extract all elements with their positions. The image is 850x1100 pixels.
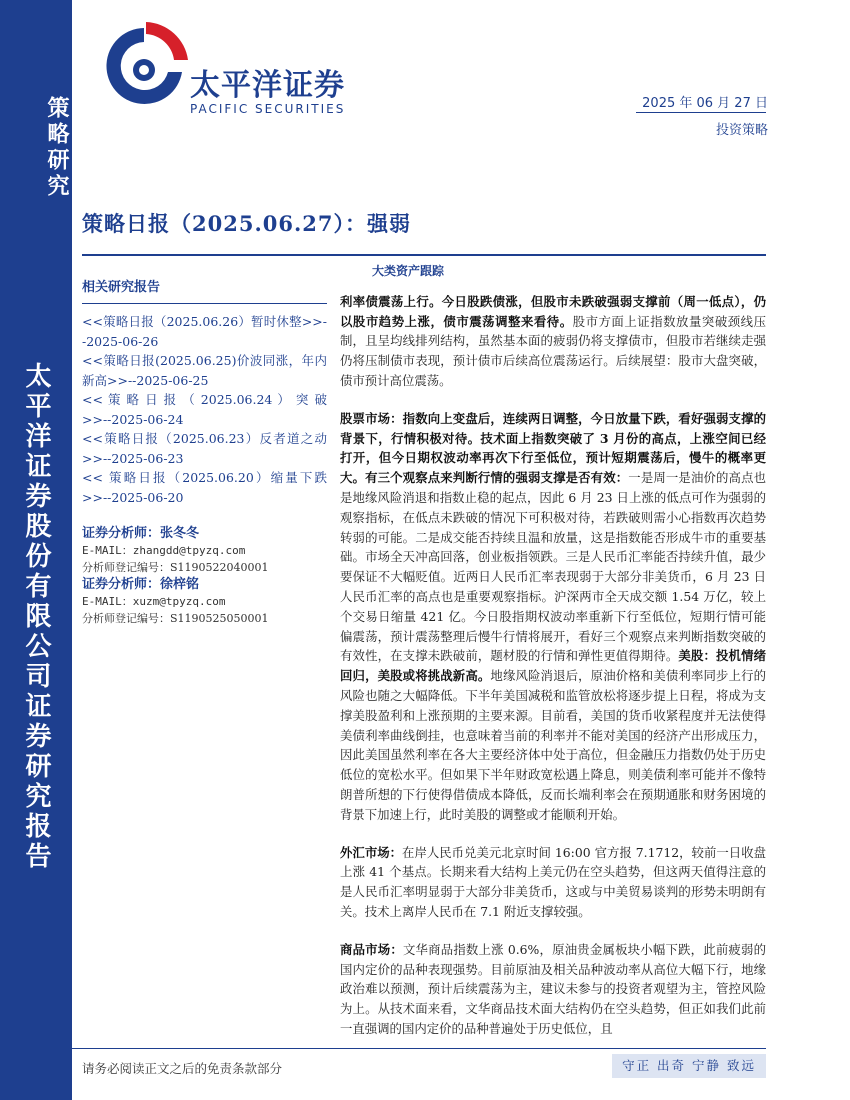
logo <box>100 20 380 120</box>
fx-paragraph <box>340 843 766 922</box>
left-column <box>82 258 327 627</box>
title-divider <box>82 254 766 256</box>
bond-paragraph <box>340 292 766 391</box>
slogan-badge: 守正 出奇 宁静 致远 <box>612 1054 766 1078</box>
brand-name-cn: 太平洋证券 <box>190 68 345 103</box>
analyst-name: 证券分析师：徐梓铭 <box>82 577 200 592</box>
report-date: 2025 年 06 月 27 日 <box>642 96 768 111</box>
related-report-item[interactable]: << 策略日报（2025.06.20）缩量下跌>>--2025-06-20 <box>82 470 327 505</box>
stock-text: 一是周一是油价的高点也是地缘风险消退和指数止稳的起点，因此 6 月 23 日上涨的低点可作为强弱的观察指标，在低点未跌破的情况下可积极对待，若跌破则需小心指数再次趋势转弱的可能。二是成交能否持续且温和放量，这是指数能否形成牛市的重要基础。市场全天冲高回落，创业板指领跌。三是人民币汇率能否持续升值，最少要保证不大幅贬值。近两日人民币汇率表现弱于大部分非美货币，6 月 23 日人民币汇率的高点也是重要观察指标。沪深两市全天成交额 1.54 万亿，较上个交易日缩量 421 亿。今日股指期权波动率重新下行至低位，短期行情可能偏震荡，预计震荡整理后慢牛行情将展开，看好三个观察点来判断指数突破的有效性，在支撑未跌破前，题材股的行情和弹性更值得期待。 <box>340 470 767 664</box>
commodity-lead: 商品市场： <box>340 941 403 957</box>
page-title: 策略日报（2025.06.27）：强弱 <box>82 211 412 236</box>
us-stock-lead: 美股：投机情绪回归，美股或将挑战新高。 <box>340 648 767 684</box>
sidebar <box>0 0 72 1100</box>
brand-name-en: PACIFIC SECURITIES <box>190 102 346 116</box>
us-stock-text: 地缘风险消退后，原油价格和美债利率同步上行的风险也随之大幅降低。下半年美国减税和监管放松将逐步提上日程，将成为支撑美股盈利和上涨预期的主要来源。目前看，美国的货币收紧程度并无法使得美债利率曲线倒挂，也意味着当前的利率并不能对美国的经济产出形成压力，因此美国虽然利率在各大主要经济体中处于高位，但金融压力指数仍处于历史低位的宽松水平。但如果下半年财政宽松遇上降息，则美债利率可能并不像特朗普所想的下行使得借债成本降低，反而长端利率会在预期通胀和财务困境的背景下加速上行，此时美股的调整或才能顺利开始。 <box>340 668 767 822</box>
footer-divider <box>72 1048 766 1049</box>
main-content <box>340 258 766 1057</box>
analyst-email[interactable]: E-MAIL：zhangdd@tpyzq.com <box>82 544 246 557</box>
fx-lead: 外汇市场： <box>340 844 403 860</box>
sidebar-company: 太平洋证券股份有限公司证券研究报告 <box>21 362 51 872</box>
pacific-logo-icon <box>100 20 188 116</box>
bond-lead: 利率债震荡上行。今日股跌债涨，但股市未跌破强弱支撑前（周一低点），仍以股市趋势上涨，债市震荡调整来看待。 <box>340 293 766 329</box>
report-type: 投资策略 <box>715 123 768 138</box>
fx-text: 在岸人民币兑美元北京时间 16:00 官方报 7.1712，较前一日收盘上涨 41 个基点。长期来看大结构上美元仍在空头趋势，但这两天值得注意的是人民币汇率明显弱于大部分非美货币，这或与中美贸易谈判的形势未明朗有关。技术上离岸人民币在 7.1 附近支撑较强。 <box>340 844 766 919</box>
related-report-item[interactable]: << 策 略 日 报 （ 2025.06.24 ） 突 破>>--2025-06-24 <box>82 392 327 427</box>
analyst-name: 证券分析师：张冬冬 <box>82 526 200 541</box>
stock-paragraph <box>340 409 766 825</box>
related-report-item[interactable]: <<策略日报（2025.06.23）反者道之动>>--2025-06-23 <box>82 431 327 466</box>
analyst-registration: 分析师登记编号：S1190522040001 <box>82 561 269 574</box>
analyst-email[interactable]: E-MAIL：xuzm@tpyzq.com <box>82 595 226 608</box>
related-divider <box>82 303 327 304</box>
analyst-block <box>82 525 327 627</box>
bond-text: 股市方面上证指数放量突破颈线压制，且呈均线排列结构，虽然基本面的疲弱仍将支撑债市，但股市若继续走强仍将压制债市表现，预计债市后续高位震荡运行。后续展望：股市大盘突破，债市预计高位震荡。 <box>340 313 767 388</box>
analyst-registration: 分析师登记编号：S1190525050001 <box>82 612 269 625</box>
stock-lead: 股票市场：指数向上变盘后，连续两日调整，今日放量下跌，看好强弱支撑的背景下，行情积极对待。技术面上指数突破了 3 月份的高点，上涨空间已经打开，但今日期权波动率再次下行至低位，预计短期震荡后，慢牛的概率更大。有三个观察点来判断行情的强弱支撑是否有效： <box>340 410 766 486</box>
disclaimer-text: 请务必阅读正文之后的免责条款部分 <box>82 1061 283 1076</box>
related-report-item[interactable]: <<策略日报(2025.06.25)价波同涨，年内新高>>--2025-06-25 <box>82 353 327 388</box>
header-divider <box>636 112 766 113</box>
related-reports-heading: 相关研究报告 <box>82 280 161 295</box>
related-report-item[interactable]: <<策略日报（2025.06.26）暂时休整>>--2025-06-26 <box>82 314 327 349</box>
sidebar-category: 策略研究 <box>44 96 69 200</box>
commodity-paragraph <box>340 940 766 1039</box>
commodity-text: 文华商品指数上涨 0.6%，原油贵金属板块小幅下跌，此前疲弱的国内定价的品种表现强势。目前原油及相关品种波动率从高位大幅下行，地缘政治难以预测，预计后续震荡为主，建议未参与的投资者观望为主，管控风险为上。从技术面来看，文华商品技术面大结构仍在空头趋势，但正如我们此前一直强调的国内定价的品种普遍处于历史低位，且 <box>340 941 766 1036</box>
section-heading: 大类资产跟踪 <box>372 264 445 278</box>
